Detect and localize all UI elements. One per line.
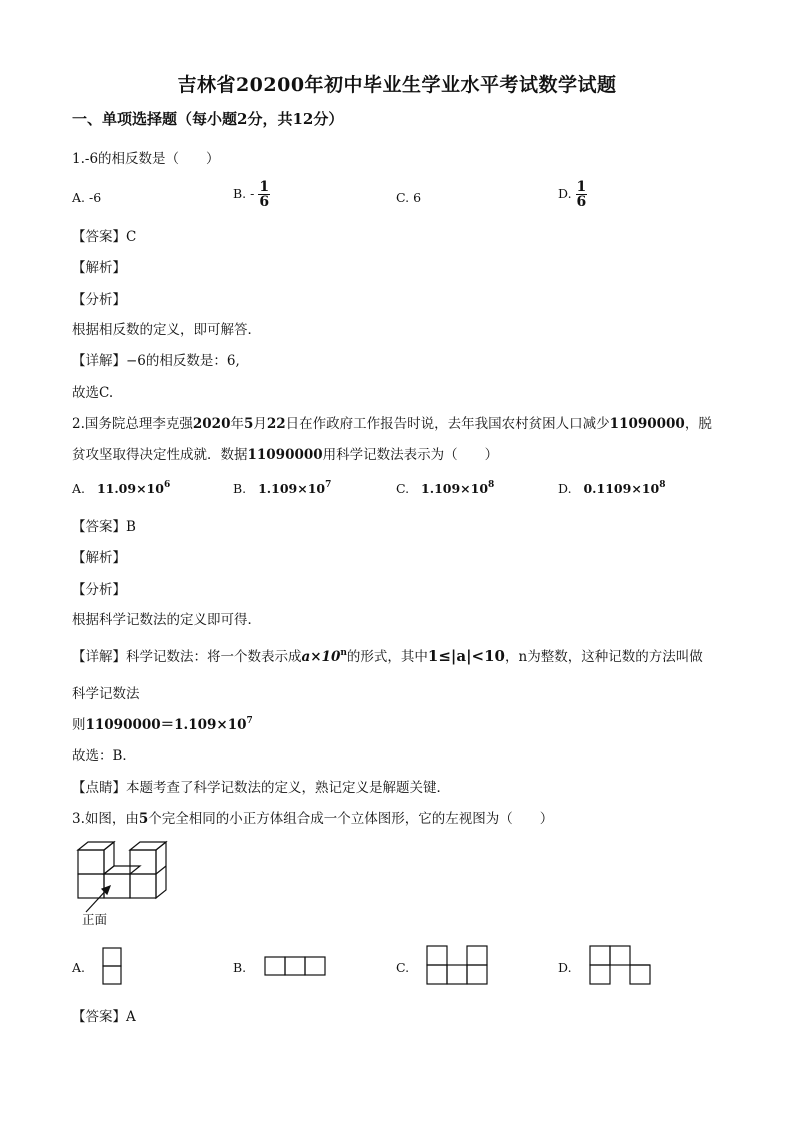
q3-stem [72,807,553,827]
q3-text: 3.如图，由 [72,811,139,827]
formula: a×10 [301,649,341,665]
option-exponent: 8 [659,480,666,490]
option-value: 11.09×10 [96,481,164,496]
q2-ze [72,713,253,733]
page-title: 吉林省20200年初中毕业生学业水平考试数学试题 [177,74,617,96]
q1-option-d [558,180,587,209]
option-value: 1.109×10 [421,481,489,496]
q1-jiexi-tag: 【解析】 [72,260,126,276]
front-label: 正面 [82,912,108,927]
q2-answer [72,515,136,535]
q2-text: 贫攻坚取得决定性成就．数据 [72,447,248,463]
ze-exponent: 7 [246,716,253,726]
q2-choose: 故选：B． [72,748,136,764]
option-label: B. [233,481,247,496]
q1-option-c: C. 6 [396,190,422,205]
q2-jiexi-tag: 【解析】 [72,550,126,566]
q3-option-a-label: A. [72,960,86,975]
q2-fenxi-text: 根据科学记数法的定义即可得． [72,612,261,628]
q2-day: 22 [266,416,286,432]
q1-choose: 故选C. [72,385,114,401]
answer-value: B [126,519,136,535]
q3-option-b-figure [264,956,328,978]
ze-formula: 11090000＝1.109×10 [85,717,247,733]
q1-xiangjie [72,349,240,369]
xiangjie-text: 的形式，其中 [346,649,428,665]
answer-value: C [126,229,137,245]
q2-xiangjie-line2: 科学记数法 [72,686,140,702]
q2-fenxi-tag: 【分析】 [72,582,126,598]
q2-number: 11090000 [247,447,323,463]
option-exponent: 8 [488,480,495,490]
q3-option-d-label: D. [558,960,572,975]
option-label: C. [396,481,410,496]
q1-option-d-prefix: D. [558,186,572,201]
ze-text: 则 [72,717,86,733]
q1-option-b [233,180,270,209]
q1-option-b-numerator: 1 [259,179,270,195]
q2-text: 2.国务院总理李克强 [72,416,193,432]
q1-option-b-denominator: 6 [259,194,270,210]
q1-answer [72,225,136,245]
option-label: D. [558,481,572,496]
q2-option-d [558,480,665,496]
option-value: 1.109×10 [258,481,326,496]
inequality: 1≤|a|<10 [427,647,505,665]
q1-option-b-fraction [258,180,270,209]
xiangjie-text: ，n为整数，这种记数的方法叫做 [505,649,703,665]
q2-dianjing [72,776,450,796]
q3-option-b-label: B. [233,960,247,975]
q3-option-c-figure [426,945,490,987]
xiangjie-tag: 【详解】 [72,353,126,369]
q2-text: 月 [253,416,267,432]
option-exponent: 7 [325,480,332,490]
q3-option-d-figure [589,945,653,987]
q2-month: 5 [243,416,254,432]
q2-option-a [72,480,170,496]
xiangjie-text: 科学记数法：将一个数表示成 [126,649,302,665]
q1-option-b-prefix: B. - [233,186,255,201]
q3-option-a-figure [102,947,124,987]
answer-tag: 【答案】 [72,229,126,245]
q2-text: 日在作政府工作报告时说，去年我国农村贫困人口减少 [285,416,610,432]
q2-stem-line2 [72,443,498,463]
q2-year: 2020 [192,416,231,432]
option-label: A. [72,481,86,496]
xiangjie-text: −6的相反数是：6, [126,353,240,369]
q1-option-a: A. -6 [72,190,102,205]
q3-option-c-label: C. [396,960,410,975]
q3-text: 个完全相同的小正方体组合成一个立体图形，它的左视图为（ ） [148,811,554,827]
dianjing-tag: 【点睛】 [72,780,126,796]
formula-exponent: n [340,648,347,658]
q1-option-d-denominator: 6 [576,194,587,210]
section-heading: 一、单项选择题（每小题2分，共12分） [72,110,344,128]
q2-text: ，脱 [684,416,712,432]
q2-number: 11090000 [609,416,685,432]
q3-answer [72,1005,136,1025]
q2-option-b [233,480,331,496]
q2-stem-line1 [72,412,712,432]
option-exponent: 6 [163,480,171,490]
answer-value: A [126,1009,136,1025]
q2-xiangjie-line1 [72,645,703,665]
cube-figure [70,836,180,916]
answer-tag: 【答案】 [72,1009,126,1025]
q1-fenxi-text: 根据相反数的定义，即可解答． [72,322,261,338]
q1-option-d-numerator: 1 [576,179,587,195]
xiangjie-tag: 【详解】 [72,649,126,665]
q2-text: 用科学记数法表示为（ ） [322,447,499,463]
answer-tag: 【答案】 [72,519,126,535]
q2-text: 年 [230,416,244,432]
q1-stem: 1.-6的相反数是（ ） [72,151,220,167]
q3-number: 5 [138,811,149,827]
q1-fenxi-tag: 【分析】 [72,292,126,308]
q1-option-d-fraction [576,180,588,209]
option-value: 0.1109×10 [583,481,660,496]
q2-option-c [396,480,494,496]
dianjing-text: 本题考查了科学记数法的定义，熟记定义是解题关键． [126,780,450,796]
